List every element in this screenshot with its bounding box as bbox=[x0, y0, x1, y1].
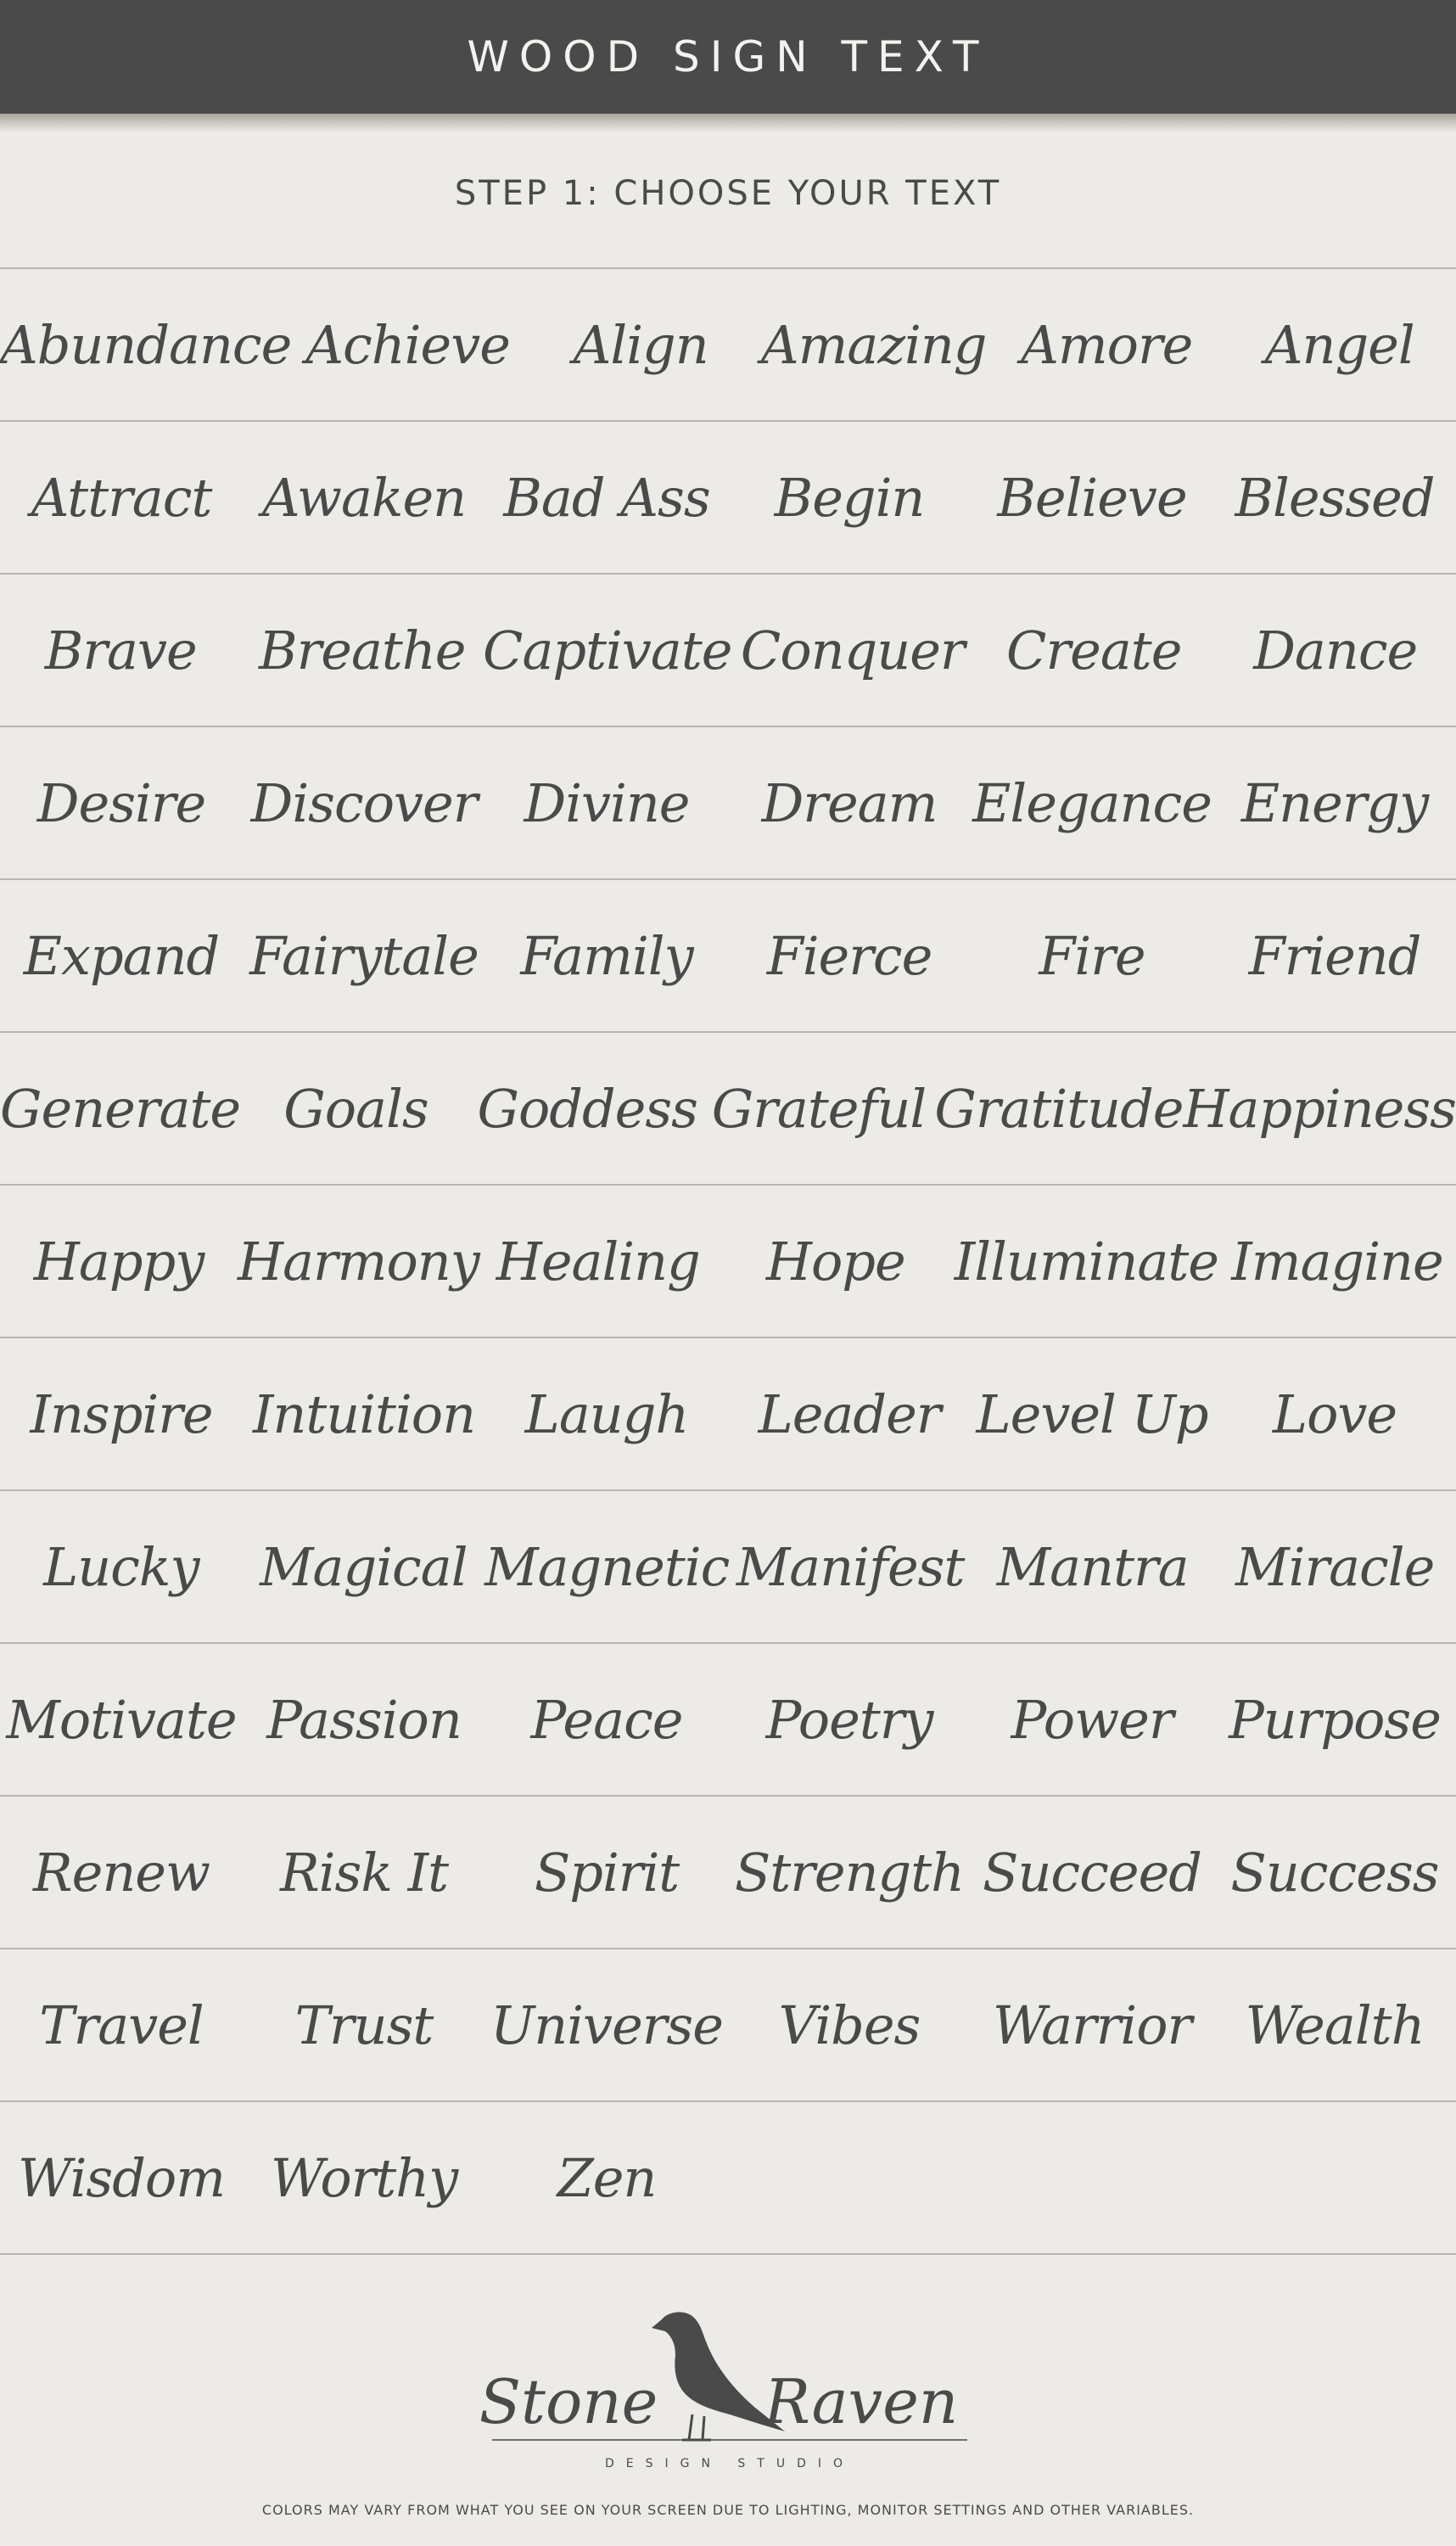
word-option[interactable]: Travel bbox=[39, 1994, 204, 2056]
word-row bbox=[0, 1797, 1456, 1949]
word-option[interactable]: Renew bbox=[32, 1841, 210, 1904]
word-row bbox=[0, 575, 1456, 727]
word-option[interactable]: Fire bbox=[1039, 924, 1145, 987]
word-option[interactable]: Leader bbox=[758, 1382, 941, 1445]
word-option[interactable]: Align bbox=[573, 313, 708, 376]
step-title: STEP 1: CHOOSE YOUR TEXT bbox=[454, 174, 1002, 213]
word-row bbox=[0, 1644, 1456, 1797]
word-option[interactable]: Goddess bbox=[477, 1077, 697, 1140]
logo-tagline: DESIGN STUDIO bbox=[604, 2457, 855, 2470]
word-option[interactable]: Fairytale bbox=[249, 924, 479, 987]
word-option[interactable]: Fierce bbox=[766, 924, 932, 987]
word-option[interactable]: Abundance bbox=[0, 313, 292, 376]
word-option[interactable]: Warrior bbox=[992, 1994, 1192, 2056]
color-disclaimer: COLORS MAY VARY FROM WHAT YOU SEE ON YOUR SCREEN DUE TO LIGHTING, MONITOR SETTINGS AND OTHER VARIABLES. bbox=[261, 2502, 1195, 2518]
word-option[interactable]: Trust bbox=[294, 1994, 434, 2056]
word-option[interactable]: Laugh bbox=[524, 1382, 689, 1445]
word-row bbox=[0, 422, 1456, 575]
word-option[interactable]: Universe bbox=[490, 1994, 723, 2056]
word-option[interactable]: Energy bbox=[1240, 771, 1429, 834]
word-option[interactable]: Amazing bbox=[760, 313, 987, 376]
word-row bbox=[0, 269, 1456, 422]
word-option[interactable]: Wealth bbox=[1245, 1994, 1425, 2056]
word-option[interactable]: Dream bbox=[761, 771, 938, 834]
word-option[interactable]: Miracle bbox=[1235, 1535, 1435, 1598]
word-option[interactable]: Family bbox=[520, 924, 693, 987]
word-option[interactable]: Divine bbox=[524, 771, 690, 834]
word-option[interactable]: Motivate bbox=[6, 1688, 237, 1751]
word-option[interactable]: Magical bbox=[260, 1535, 468, 1598]
word-option[interactable]: Zen bbox=[557, 2146, 657, 2209]
word-row bbox=[0, 1033, 1456, 1186]
word-option[interactable]: Lucky bbox=[43, 1535, 199, 1598]
word-option[interactable]: Begin bbox=[774, 466, 925, 529]
word-option[interactable]: Grateful bbox=[711, 1077, 927, 1140]
word-option[interactable]: Illuminate bbox=[954, 1230, 1218, 1293]
word-option[interactable]: Inspire bbox=[30, 1382, 213, 1445]
header-bar bbox=[0, 0, 1456, 114]
word-option[interactable]: Harmony bbox=[238, 1230, 479, 1293]
word-option[interactable]: Success bbox=[1230, 1841, 1439, 1904]
word-option[interactable]: Risk It bbox=[279, 1841, 448, 1904]
word-option[interactable]: Awaken bbox=[261, 466, 467, 529]
word-option[interactable]: Conquer bbox=[740, 619, 965, 681]
word-option[interactable]: Poetry bbox=[765, 1688, 933, 1751]
word-option[interactable]: Discover bbox=[250, 771, 478, 834]
word-option[interactable]: Strength bbox=[734, 1841, 965, 1904]
word-option[interactable]: Desire bbox=[36, 771, 206, 834]
word-option[interactable]: Friend bbox=[1248, 924, 1421, 987]
word-option[interactable]: Angel bbox=[1264, 313, 1414, 376]
word-option[interactable]: Love bbox=[1272, 1382, 1397, 1445]
word-option[interactable]: Brave bbox=[44, 619, 197, 681]
word-option[interactable]: Create bbox=[1006, 619, 1182, 681]
logo-name-right: Raven bbox=[764, 2366, 959, 2437]
header-shadow bbox=[0, 114, 1456, 132]
word-row bbox=[0, 1949, 1456, 2102]
word-option[interactable]: Blessed bbox=[1235, 466, 1435, 529]
word-option[interactable]: Generate bbox=[0, 1077, 241, 1140]
word-option[interactable]: Happy bbox=[33, 1230, 204, 1293]
word-option[interactable]: Elegance bbox=[972, 771, 1212, 834]
word-row bbox=[0, 880, 1456, 1033]
word-row bbox=[0, 1491, 1456, 1644]
word-option[interactable]: Bad Ass bbox=[503, 466, 710, 529]
word-row bbox=[0, 2102, 1456, 2255]
word-row bbox=[0, 727, 1456, 880]
word-option[interactable]: Purpose bbox=[1229, 1688, 1441, 1751]
word-grid bbox=[0, 267, 1456, 2255]
word-option[interactable]: Achieve bbox=[305, 313, 510, 376]
word-option[interactable]: Mantra bbox=[996, 1535, 1189, 1598]
word-option[interactable]: Manifest bbox=[736, 1535, 965, 1598]
page-title: WOOD SIGN TEXT bbox=[467, 32, 989, 81]
word-option[interactable]: Magnetic bbox=[484, 1535, 730, 1598]
word-option[interactable]: Dance bbox=[1253, 619, 1418, 681]
word-option[interactable]: Intuition bbox=[252, 1382, 476, 1445]
logo-name-left: Stone bbox=[479, 2366, 658, 2437]
word-option[interactable]: Attract bbox=[31, 466, 212, 529]
stone-raven-logo bbox=[475, 2304, 984, 2482]
word-option[interactable]: Spirit bbox=[534, 1841, 680, 1904]
word-option[interactable]: Hope bbox=[765, 1230, 905, 1293]
word-row bbox=[0, 1186, 1456, 1338]
word-option[interactable]: Worthy bbox=[270, 2146, 458, 2209]
word-option[interactable]: Wisdom bbox=[17, 2146, 226, 2209]
word-option[interactable]: Captivate bbox=[483, 619, 732, 681]
word-row bbox=[0, 1338, 1456, 1491]
word-option[interactable]: Happiness bbox=[1183, 1077, 1456, 1140]
word-option[interactable]: Passion bbox=[266, 1688, 462, 1751]
word-option[interactable]: Believe bbox=[997, 466, 1187, 529]
word-option[interactable]: Power bbox=[1011, 1688, 1173, 1751]
word-option[interactable]: Expand bbox=[23, 924, 220, 987]
word-option[interactable]: Gratitude bbox=[934, 1077, 1184, 1140]
word-option[interactable]: Peace bbox=[530, 1688, 683, 1751]
word-option[interactable]: Healing bbox=[496, 1230, 700, 1293]
word-option[interactable]: Goals bbox=[283, 1077, 428, 1140]
word-option[interactable]: Imagine bbox=[1231, 1230, 1443, 1293]
word-option[interactable]: Breathe bbox=[259, 619, 466, 681]
word-option[interactable]: Amore bbox=[1021, 313, 1193, 376]
word-option[interactable]: Succeed bbox=[983, 1841, 1201, 1904]
word-option[interactable]: Level Up bbox=[976, 1382, 1208, 1445]
word-option[interactable]: Vibes bbox=[778, 1994, 921, 2056]
